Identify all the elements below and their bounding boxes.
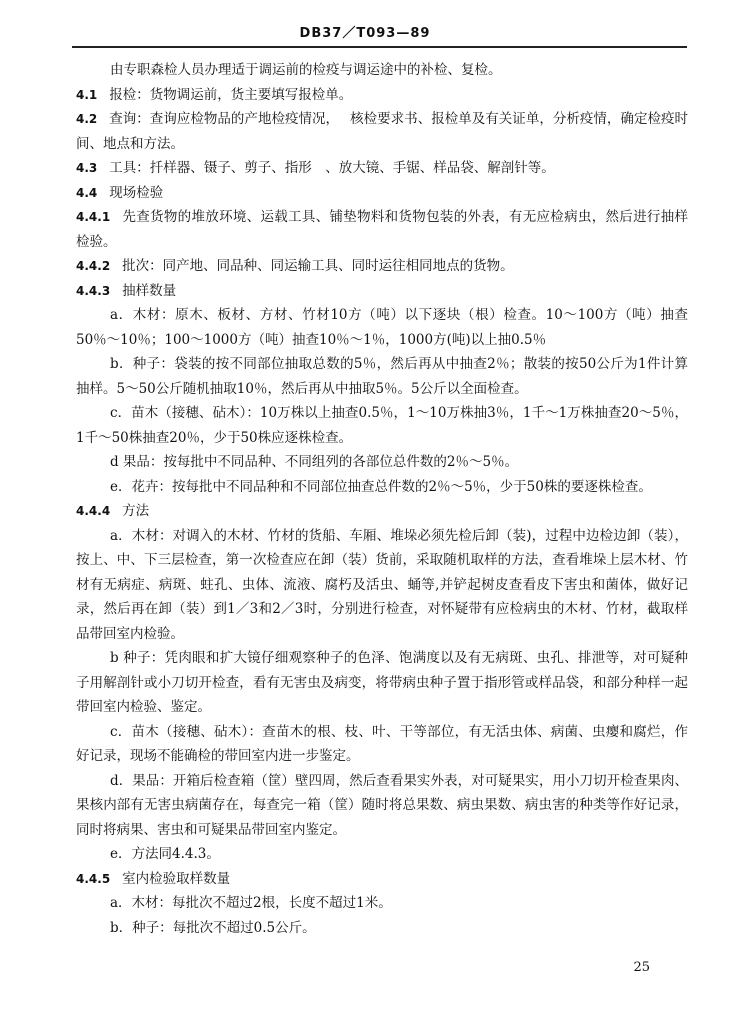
paragraph [76,303,688,352]
paragraph-text: 方法 [122,503,150,519]
paragraph [76,842,688,867]
paragraph [76,720,688,769]
paragraph [76,475,688,500]
paragraph [76,58,688,83]
section-4-2 [76,107,688,156]
paragraph-text: 查询：查询应检物品的产地检疫情况， 核检要求书、报检单及有关证单，分析疫情，确定检疫时间、地点和方法。 [76,111,688,152]
paragraph-text: c．苗木（接穗、砧木）：10万株以上抽查0.5％，1～10万株抽3％，1千～1万株抽查20～5％，1千～50株抽查20％，少于50株应逐株检查。 [76,405,688,446]
page-number: 25 [633,960,650,975]
paragraph [76,450,688,475]
section-4-3 [76,156,688,181]
section-number: 4.2 [76,112,98,126]
paragraph-text: e．花卉：按每批中不同品种和不同部位抽查总件数的2％～5％，少于50株的要逐株检查。 [110,478,652,495]
document-body [76,58,688,940]
section-number: 4.4.5 [76,871,111,886]
paragraph-text: b 种子：凭肉眼和扩大镜仔细观察种子的色泽、饱满度以及有无病斑、虫孔、排泄等，对可疑种子用解剖针或小刀切开检查，看有无害虫及病变，将带病虫种子置于指形管或样品袋，和部分种样一起带回室内检验、鉴定。 [76,650,688,715]
paragraph-text: 现场检验 [109,184,164,201]
paragraph [76,769,688,843]
paragraph-text: d．果品：开箱后检查箱（筐）壁四周，然后查看果实外表，对可疑果实，用小刀切开检查果肉、果核内部有无害虫病菌存在，每查完一箱（筐）随时将总果数、病虫果数、病虫害的种类等作好记录，同时将病果、害虫和可疑果品带回室内鉴定。 [76,772,688,838]
paragraph [76,524,688,647]
paragraph-text: d 果品：按每批中不同品种、不同组列的各部位总件数的2％～5％。 [110,454,519,470]
section-4-4-5 [76,867,688,892]
section-number: 4.1 [76,87,98,102]
paragraph-text: 工具：扦样器、镊子、剪子、指形 、放大镜、手锯、样品袋、解剖针等。 [109,160,555,176]
paragraph-text: a．木材：对调入的木材、竹材的货船、车厢、堆垛必须先检后卸（装)，过程中边检边卸（装），按上、中、下三层检查，第一次检查应在卸（装）货前，采取随机取样的方法，查看堆垛上层木材、竹材有无病症、病斑、蛀孔、虫体、流液、腐朽及活虫、蛹等,并铲起树皮查看皮下害虫和菌体，做好记录，然后再在卸（装）到1／3和2／3时，分别进行检查，对怀疑带有应检病虫的木材、竹材，截取样品带回室内检验。 [76,527,688,642]
section-number: 4.4.4 [76,504,111,518]
section-number: 4.4.2 [76,259,111,273]
paragraph [76,646,688,720]
paragraph-text: 报检：货物调运前，货主要填写报检单。 [109,86,353,103]
paragraph-text: a．木材：每批次不超过2根，长度不超过1米。 [110,895,392,911]
section-4-4-4 [76,499,688,524]
paragraph-text: 先查货物的堆放环境、运载工具、铺垫物料和货物包装的外表，有无应检病虫，然后进行抽样检验。 [76,209,688,250]
paragraph-text: e．方法同4.4.3。 [110,846,220,862]
section-4-4-3 [76,279,688,304]
paragraph [76,352,688,401]
paragraph-text: c．苗木（接穗、砧木）：查苗木的根、枝、叶、干等部位，有无活虫体、病菌、虫瘿和腐烂，作好记录，现场不能确检的带回室内进一步鉴定。 [76,723,688,764]
paragraph-text: b．种子：袋装的按不同部位抽取总数的5％，然后再从中抽查2％；散装的按50公斤为1件计算抽样。5～50公斤随机抽取10％，然后再从中抽取5％。5公斤以全面检查。 [76,356,688,397]
document-code-header: DB37／T093—89 [299,26,431,41]
paragraph [76,401,688,450]
paragraph-text: 批次：同产地、同品种、同运输工具、同时运往相同地点的货物。 [122,258,514,274]
paragraph-text: 室内检验取样数量 [122,870,231,887]
paragraph [76,916,688,941]
paragraph-text: a．木材：原木、板材、方材、竹材10方（吨）以下逐块（根）检查。10～100方（吨）抽查50％～10％；100～1000方（吨）抽查10％～1％，1000方(吨)以上抽0.5％ [76,307,688,348]
header-rule [72,46,687,48]
section-number: 4.4.1 [76,210,111,224]
paragraph-text: 抽样数量 [122,282,177,299]
section-4-4-1 [76,205,688,254]
section-number: 4.4.3 [76,283,111,298]
section-number: 4.4 [76,185,98,200]
paragraph-text: 由专职森检人员办理适于调运前的检疫与调运途中的补检、复检。 [110,62,502,78]
section-number: 4.3 [76,161,98,175]
section-4-4-2 [76,254,688,279]
paragraph [76,891,688,916]
section-4-4 [76,181,688,206]
section-4-1 [76,83,688,108]
paragraph-text: b．种子：每批次不超过0.5公斤。 [110,919,316,936]
